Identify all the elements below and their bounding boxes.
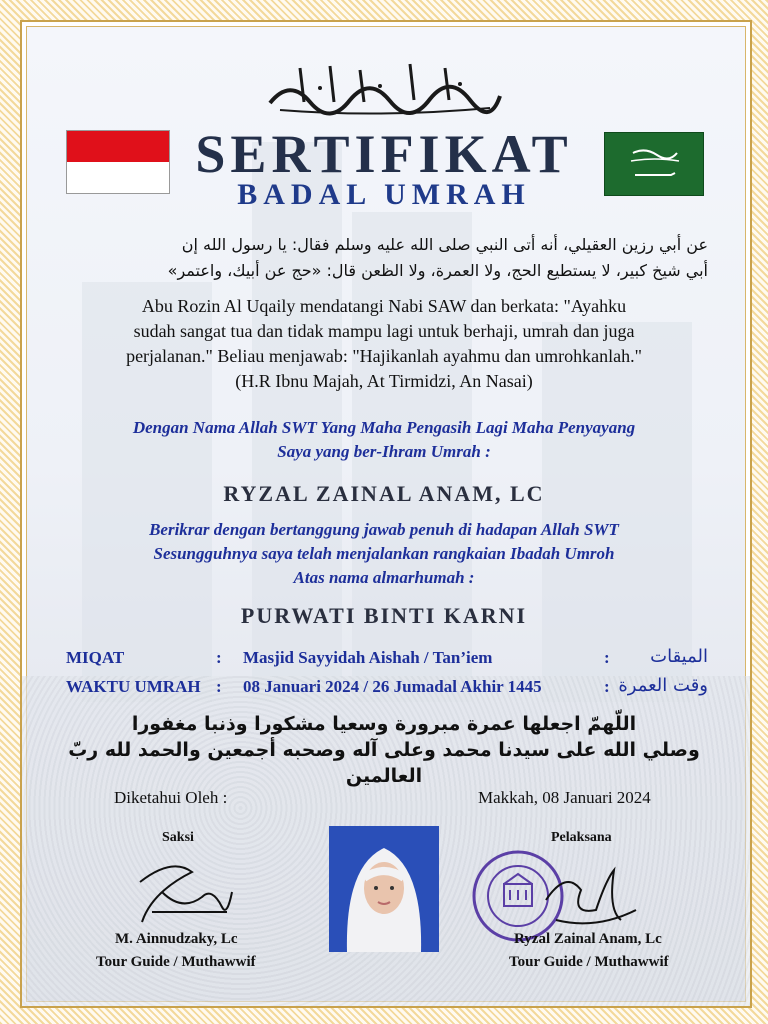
hadith-translation: [60, 294, 708, 394]
basmala-calligraphy: [260, 58, 508, 118]
hadith-arabic: [60, 232, 708, 284]
pilgrim-name: RYZAL ZAINAL ANAM, LC: [223, 481, 545, 506]
pledge-line: Atas nama almarhumah :: [293, 568, 475, 587]
pledge-line: Sesungguhnya saya telah menjalankan rangkaian Ibadah Umroh: [153, 544, 615, 563]
pledge-line: Berikrar dengan bertanggung jawab penuh di hadapan Allah SWT: [149, 520, 619, 539]
umrah-time-separator-ar: :: [604, 677, 610, 696]
prayer-line: وصلي الله على سيدنا محمد وعلى آله وصحبه أجمعين والحمد لله ربّ العالمين: [68, 739, 700, 787]
executor-signature: [536, 860, 646, 940]
umrah-time-separator: :: [216, 677, 222, 696]
executor-title: Tour Guide / Muthawwif: [509, 954, 669, 970]
beneficiary-photo: [329, 826, 439, 952]
witness-name: M. Ainnudzaky, Lc: [115, 931, 238, 947]
pledge-statement: [40, 518, 728, 590]
certificate-title: SERTIFIKAT: [195, 124, 573, 184]
executor-name: Ryzal Zainal Anam, Lc: [514, 931, 662, 947]
hadith-translation-line: perjalanan." Beliau menjawab: "Hajikanlah ayahmu dan umrohkanlah.": [126, 346, 642, 366]
umrah-time-label-arabic: وقت العمرة: [618, 675, 708, 696]
witness-title: Tour Guide / Muthawwif: [96, 954, 256, 970]
hadith-arabic-line: أبي شيخ كبير، لا يستطيع الحج، ولا العمرة، ولا الظعن قال: «حج عن أبيك، واعتمر»: [167, 261, 708, 280]
witness-role: Saksi: [162, 830, 194, 845]
witness-signature: [132, 852, 242, 932]
closing-prayer: [40, 711, 728, 789]
opening-line: Dengan Nama Allah SWT Yang Maha Pengasih Lagi Maha Penyayang: [132, 418, 636, 437]
opening-statement: [40, 416, 728, 464]
miqat-value: Masjid Sayyidah Aishah / Tan’iem: [243, 648, 493, 667]
miqat-separator-ar: :: [604, 648, 610, 667]
executor-role: Pelaksana: [551, 830, 612, 845]
known-by-label: Diketahui Oleh :: [114, 788, 228, 807]
prayer-line: اللّهمّ اجعلها عمرة مبرورة وسعيا مشكورا وذنبا مغفورا: [131, 713, 637, 735]
umrah-time-label: WAKTU UMRAH: [66, 677, 201, 696]
hadith-translation-line: sudah sangat tua dan tidak mampu lagi untuk berhaji, umrah dan juga: [133, 321, 635, 341]
certificate-subtitle: BADAL UMRAH: [237, 178, 531, 211]
miqat-label: MIQAT: [66, 648, 125, 667]
miqat-separator: :: [216, 648, 222, 667]
beneficiary-name: PURWATI BINTI KARNI: [240, 603, 528, 628]
hadith-translation-line: Abu Rozin Al Uqaily mendatangi Nabi SAW dan berkata: "Ayahku: [141, 296, 627, 316]
hadith-source: (H.R Ibnu Majah, At Tirmidzi, An Nasai): [235, 371, 533, 391]
umrah-time-value: 08 Januari 2024 / 26 Jumadal Akhir 1445: [243, 677, 542, 696]
opening-line: Saya yang ber-Ihram Umrah :: [277, 442, 491, 461]
miqat-label-arabic: الميقات: [650, 646, 708, 667]
place-date: Makkah, 08 Januari 2024: [478, 788, 651, 807]
hadith-arabic-line: عن أبي رزين العقيلي، أنه أتى النبي صلى الله عليه وسلم فقال: يا رسول الله إن: [181, 235, 708, 254]
